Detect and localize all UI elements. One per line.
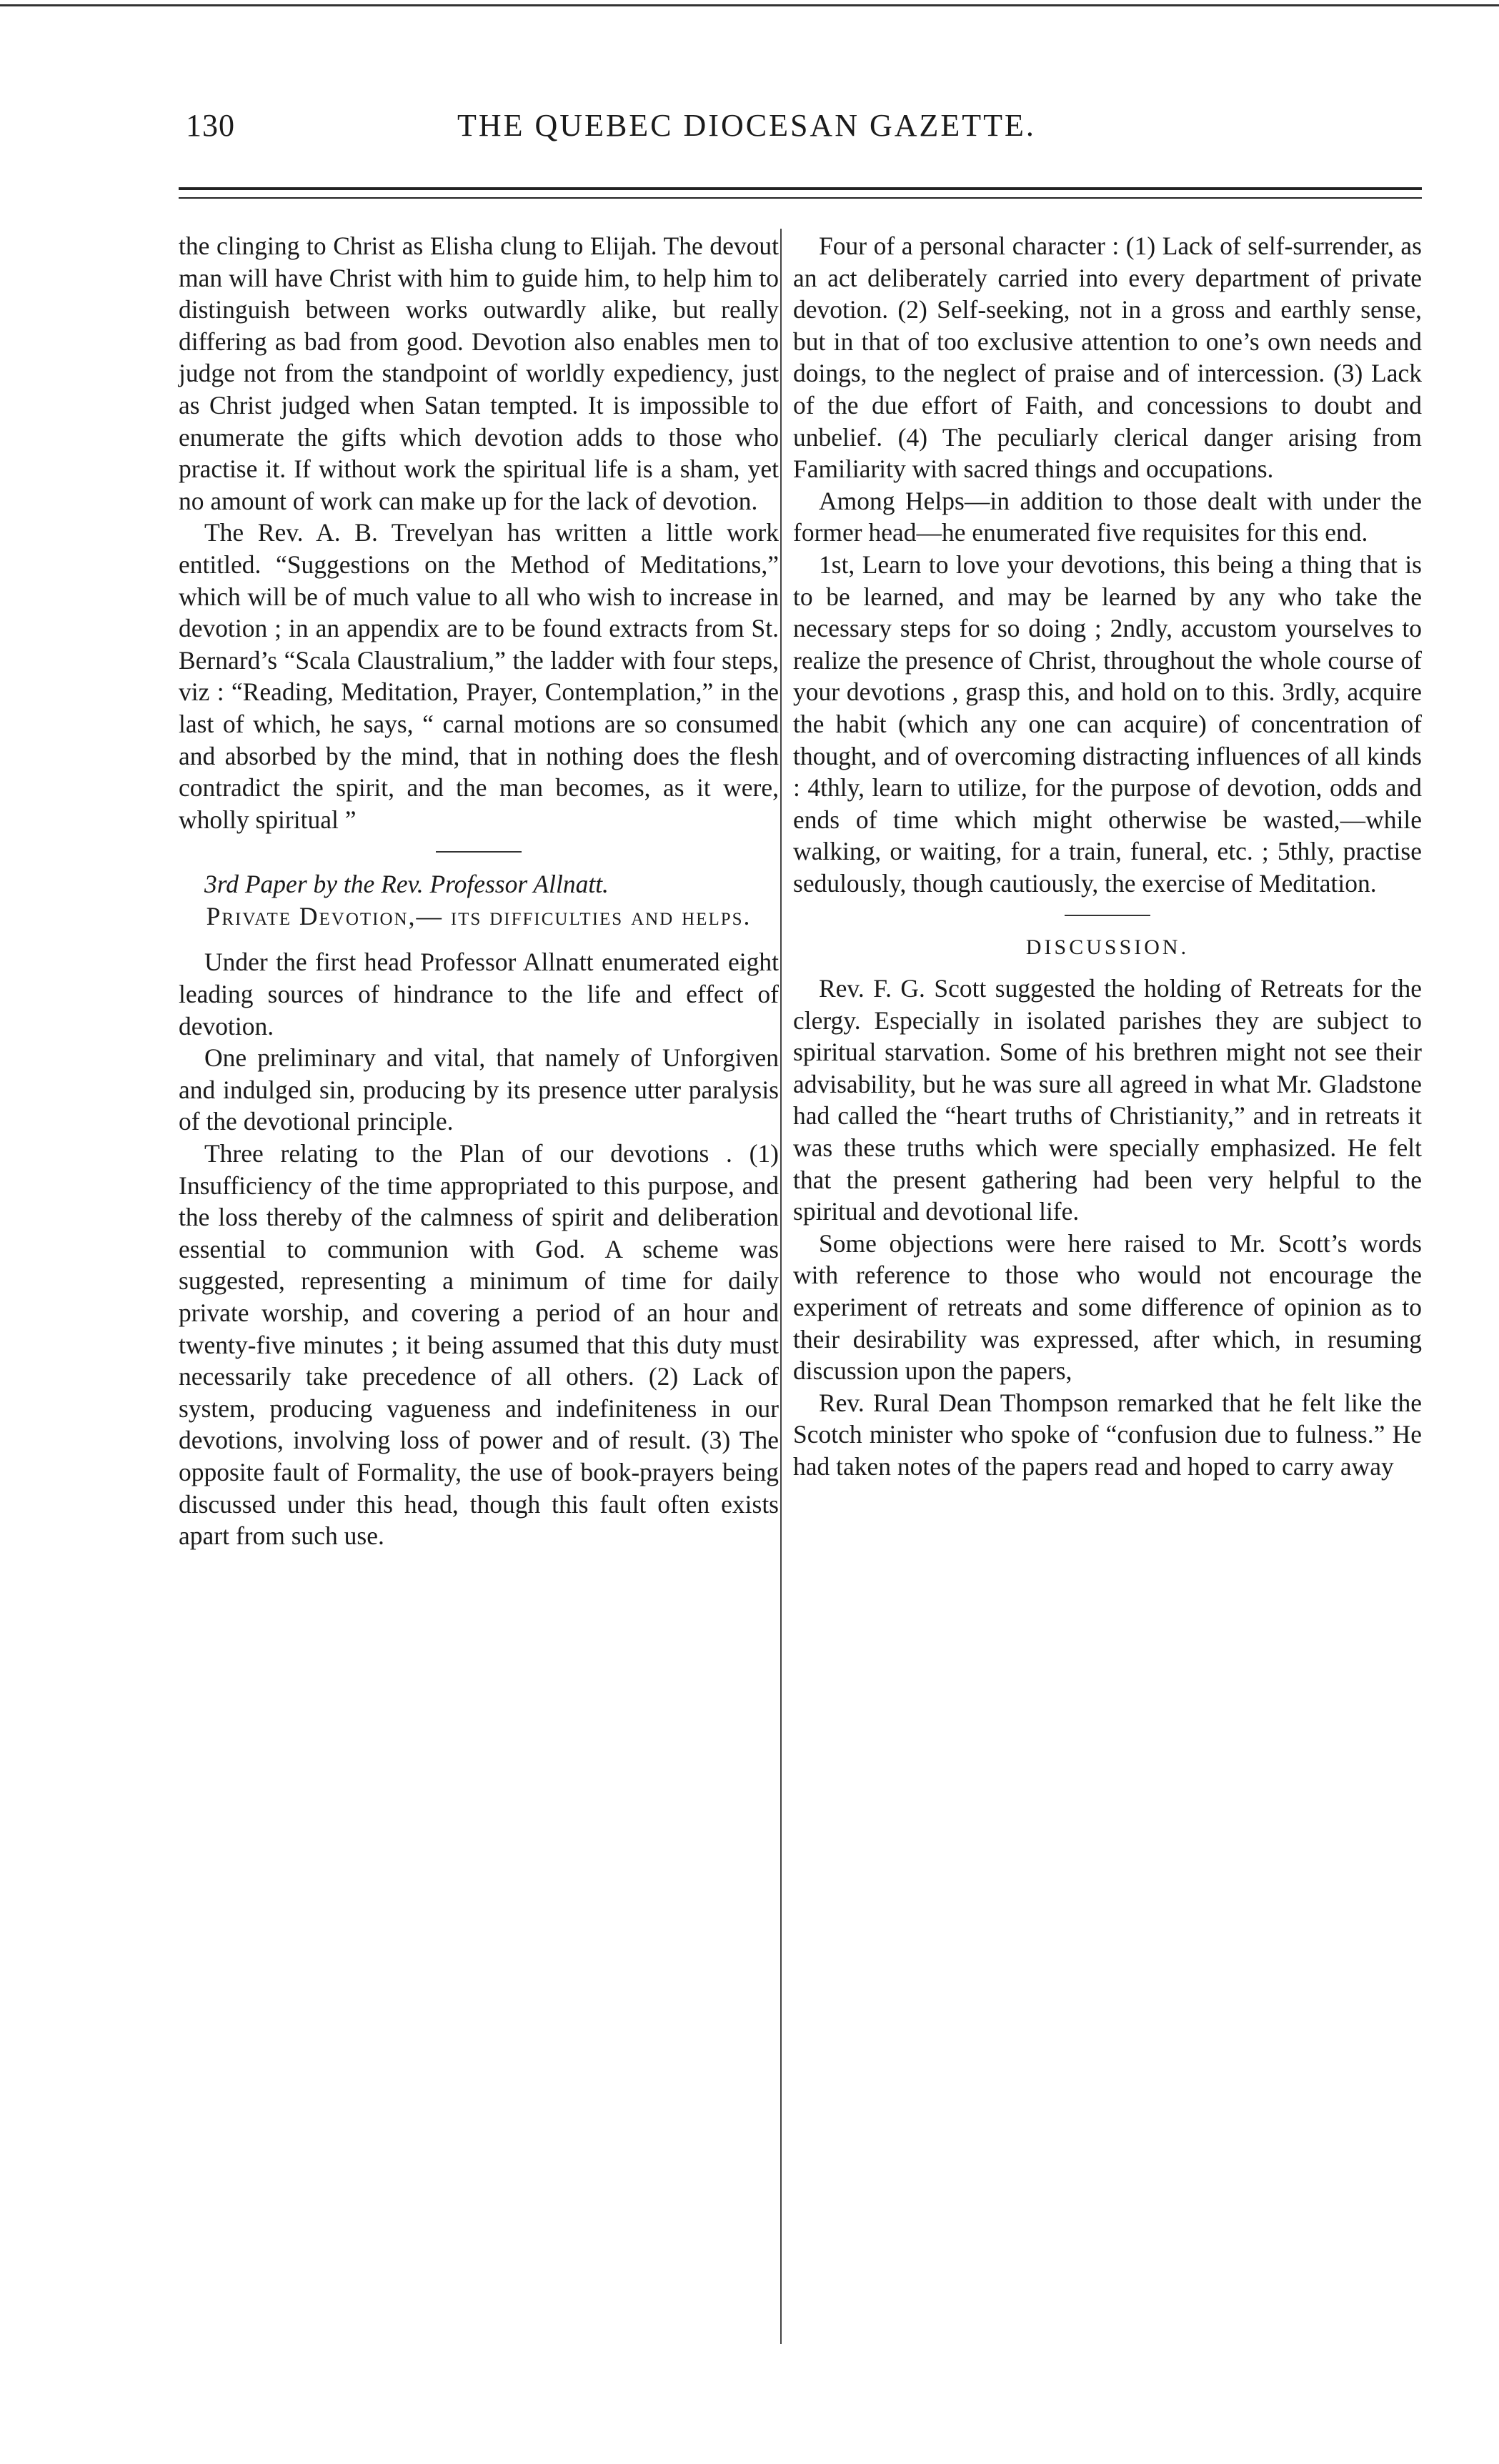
right-paragraph-5: Some objections were here raised to Mr. Scott’s words with reference to those who would not encourage the experiment of retreats and some difference of opinion as to their desirability was expressed, after which, in resuming discussion upon the papers, [793, 1228, 1422, 1386]
right-paragraph-1: Four of a personal character : (1) Lack of self-surrender, as an act deliberately carried into every department of private devotion. (2) Self-seeking, not in a gross and earthly sense, but in that of too exclusive attention to one’s own needs and doings, to the neglect of praise and of intercession. (3) Lack of the due effort of Faith, and concessions to doubt and unbelief. (4) The peculiarly clerical danger arising from Familiarity with sacred things and occupations. [793, 232, 1422, 484]
right-column [793, 230, 1422, 1483]
section-divider [436, 851, 522, 853]
right-paragraph-6: Rev. Rural Dean Thompson remarked that he felt like the Scotch minister who spoke of “confusion due to fulness.” He had taken notes of the papers read and hoped to carry away [793, 1388, 1422, 1481]
header-rule-thick [179, 187, 1422, 190]
column-divider [780, 229, 782, 2344]
right-paragraph-3: 1st, Learn to love your devotions, this being a thing that is to be learned, and may be learned by any who take the necessary steps for so doing ; 2ndly, accustom yourselves to realize the presence of Christ, throughout the whole course of your devotions , grasp this, and hold on to this. 3rdly, acquire the habit (which any one can acquire) of concentration of thought, and of overcoming distracting influences of all kinds : 4thly, learn to utilize, for the purpose of devotion, odds and ends of time which might otherwise be wasted,—while walking, or waiting, for a train, funeral, etc. ; 5thly, practise sedulously, though cautiously, the exercise of Meditation. [793, 550, 1422, 898]
paper-heading: 3rd Paper by the Rev. Professor Allnatt. [204, 870, 609, 899]
discussion-heading: DISCUSSION. [1025, 935, 1190, 960]
page-number: 130 [186, 108, 235, 143]
left-paragraph-4: One preliminary and vital, that namely of Unforgiven and indulged sin, producing by its presence utter paralysis of the devotional principle. [179, 1043, 779, 1136]
left-paragraph-3: Under the first head Professor Allnatt enumerated eight leading sources of hindrance to the life and effect of devotion. [179, 948, 779, 1040]
top-edge-rule [0, 4, 1499, 6]
right-paragraph-4: Rev. F. G. Scott suggested the holding of Retreats for the clergy. Especially in isolated parishes they are subject to spiritual starvation. Some of his brethren might not see their advisability, but he was sure all agreed in what Mr. Gladstone had called the “heart truths of Christianity,” and in retreats it was these truths which were specially emphasized. He felt that the present gathering had been very helpful to the spiritual and devotional life. [793, 974, 1422, 1226]
left-paragraph-1: the clinging to Christ as Elisha clung to Elijah. The devout man will have Christ with him to guide him, to help him to distinguish between works outwardly alike, but really differing as bad from good. Devotion also enables men to judge not from the standpoint of worldly expediency, just as Christ judged when Satan tempted. It is impossible to enumerate the gifts which devotion adds to those who practise it. If without work the spiritual life is a sham, yet no amount of work can make up for the lack of devotion. [179, 232, 779, 515]
left-column [179, 230, 779, 1552]
left-paragraph-2: The Rev. A. B. Trevelyan has written a little work entitled. “Suggestions on the Method of Meditations,” which will be of much value to all who wish to increase in devotion ; in an appendix are to be found extracts from St. Bernard’s “Scala Claustralium,” the ladder with four steps, viz : “Reading, Meditation, Prayer, Contemplation,” in the last of which, he says, “ carnal motions are so consumed and absorbed by the mind, that in nothing does the flesh contradict the spirit, and the man becomes, as it were, wholly spiritual ” [179, 518, 779, 834]
page-header [186, 107, 1422, 164]
spacer [179, 932, 779, 946]
left-paragraph-5: Three relating to the Plan of our devotions . (1) Insufficiency of the time appropriated to this purpose, and the loss thereby of the calmness of spirit and deliberation essential to communion with God. A scheme was suggested, representing a minimum of time for daily private worship, and covering a period of an hour and twenty-five minutes ; it being assumed that this duty must necessarily take precedence of all others. (2) Lack of system, producing vagueness and indefiniteness in our devotions, involving loss of power and of result. (3) The opposite fault of Formality, the use of book-prayers being discussed under this head, though this fault often exists apart from such use. [179, 1139, 779, 1551]
section-heading: Private Devotion,— its difficulties and helps. [206, 901, 752, 930]
running-title: THE QUEBEC DIOCESAN GAZETTE. [457, 108, 1036, 143]
discussion-divider [1065, 915, 1150, 916]
right-paragraph-2: Among Helps—in addition to those dealt with under the former head—he enumerated five requisites for this end. [793, 486, 1422, 547]
header-rule-thin [179, 197, 1422, 199]
